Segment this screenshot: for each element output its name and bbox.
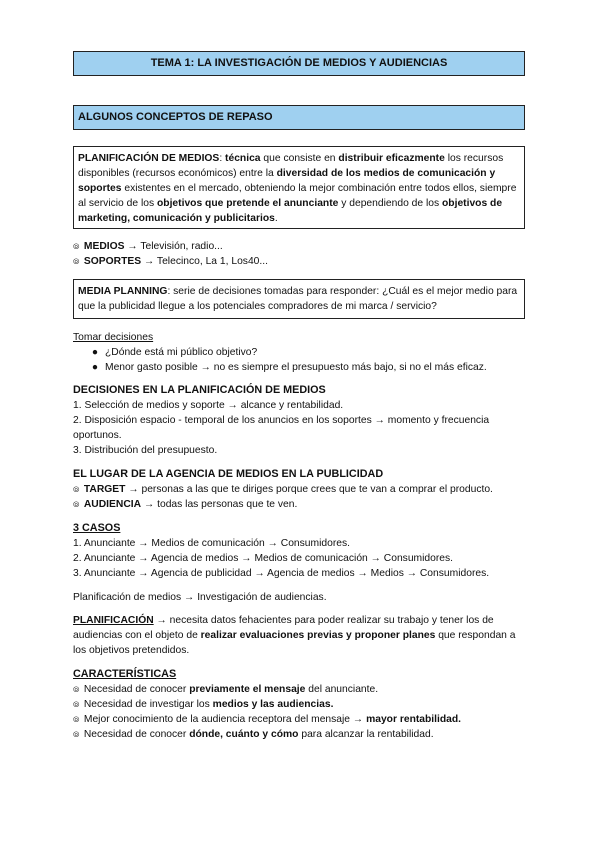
- list-item-text: Necesidad de conocer: [83, 729, 190, 740]
- tomar-decisiones-section: [73, 330, 533, 375]
- planificacion-term: PLANIFICACIÓN: [73, 615, 154, 626]
- casos-section: [73, 521, 533, 581]
- list-item-bold: mayor rentabilidad.: [366, 714, 462, 725]
- list-item: [73, 360, 533, 375]
- list-item-text: para alcanzar la rentabilidad.: [298, 729, 434, 740]
- box-text: existentes en el mercado, obteniendo la mejor combinación entre todos ellos, siempre al servicio de los: [78, 183, 517, 209]
- list-item: [73, 482, 533, 497]
- list-item-bold: dónde, cuánto y cómo: [189, 729, 299, 740]
- box-bold: técnica: [225, 153, 261, 164]
- paragraph-bold: realizar evaluaciones previas y proponer planes: [200, 630, 436, 641]
- media-planning-text: : serie de decisiones tomadas para responder: ¿Cuál es el mejor medio para que la publicidad llegue a los potenciales compradores de mi marca / servicio?: [78, 286, 518, 312]
- list-item: 3. Anunciante → Agencia de publicidad → Agencia de medios → Medios → Consumidores.: [73, 568, 490, 579]
- planificacion-term: PLANIFICACIÓN DE MEDIOS: [78, 153, 220, 164]
- media-planning-box: [73, 279, 525, 319]
- list-item-text: Necesidad de investigar los: [83, 699, 213, 710]
- target-term: TARGET: [83, 484, 126, 495]
- audiencia-term: AUDIENCIA: [83, 499, 142, 510]
- section-banner: ALGUNOS CONCEPTOS DE REPASO: [73, 105, 525, 130]
- title-banner: TEMA 1: LA INVESTIGACIÓN DE MEDIOS Y AUDIENCIAS: [73, 51, 525, 76]
- circle-bullet-icon: ⦾: [73, 700, 80, 709]
- box-bold: objetivos de marketing, comunicación y publicitarios: [78, 198, 503, 224]
- box-text: los recursos disponibles (recursos económicos) entre la: [78, 153, 504, 179]
- list-item: 3. Distribución del presupuesto.: [73, 445, 218, 456]
- planificacion-paragraph: [73, 613, 528, 658]
- audiencia-text: → todas las personas que te ven.: [141, 499, 298, 510]
- list-item: 2. Anunciante → Agencia de medios → Medios de comunicación → Consumidores.: [73, 553, 454, 564]
- soportes-text: → Telecinco, La 1, Los40...: [141, 256, 268, 267]
- circle-bullet-icon: ⦾: [73, 500, 80, 509]
- box-text: .: [274, 213, 278, 224]
- list-item: [73, 345, 533, 360]
- tomar-decisiones-heading: Tomar decisiones: [73, 332, 154, 343]
- decisiones-planificacion-section: [73, 383, 533, 458]
- list-item: 1. Anunciante → Medios de comunicación → Consumidores.: [73, 538, 351, 549]
- caracteristicas-section: [73, 667, 533, 742]
- circle-bullet-icon: ⦾: [73, 257, 80, 266]
- list-item-text: Menor gasto posible → no es siempre el presupuesto más bajo, si no el más eficaz.: [105, 362, 487, 373]
- box-bold: diversidad de los medios de comunicación y soportes: [78, 168, 496, 194]
- medios-term: MEDIOS: [83, 241, 125, 252]
- list-item-bold: previamente el mensaje: [189, 684, 306, 695]
- media-planning-term: MEDIA PLANNING: [78, 286, 168, 297]
- section-heading: EL LUGAR DE LA AGENCIA DE MEDIOS EN LA PUBLICIDAD: [73, 468, 384, 480]
- list-item: [73, 727, 533, 742]
- section-heading: 3 CASOS: [73, 522, 121, 534]
- paragraph-text: → necesita datos fehacientes para poder realizar su trabajo y tener los de audiencias con el objeto de: [73, 615, 494, 641]
- list-item-text: del anunciante.: [305, 684, 379, 695]
- paragraph-text: que respondan a los objetivos pretendidos.: [73, 630, 516, 656]
- list-item: 1. Selección de medios y soporte → alcance y rentabilidad.: [73, 400, 344, 411]
- box-bold: distribuir eficazmente: [338, 153, 445, 164]
- bullet-dot-icon: ●: [91, 347, 99, 358]
- box-bold: objetivos que pretende el anunciante: [156, 198, 339, 209]
- list-item-text: Necesidad de conocer: [83, 684, 190, 695]
- circle-bullet-icon: ⦾: [73, 685, 80, 694]
- agencia-section: [73, 467, 533, 512]
- list-item-text: ¿Dónde está mi público objetivo?: [105, 347, 258, 358]
- circle-bullet-icon: ⦾: [73, 730, 80, 739]
- circle-bullet-icon: ⦾: [73, 715, 80, 724]
- list-item-bold: medios y las audiencias.: [212, 699, 334, 710]
- section-heading: CARACTERÍSTICAS: [73, 668, 177, 680]
- list-item: [73, 712, 533, 727]
- circle-bullet-icon: ⦾: [73, 242, 80, 251]
- medios-soportes-list: [73, 239, 533, 269]
- box-text: :: [219, 153, 226, 164]
- box-text: y dependiendo de los: [338, 198, 442, 209]
- list-item: 2. Disposición espacio - temporal de los anuncios en los soportes → momento y frecuencia oportunos.: [73, 415, 490, 441]
- medios-text: → Televisión, radio...: [124, 241, 223, 252]
- box-text: que consiste en: [260, 153, 339, 164]
- list-item: [73, 697, 533, 712]
- list-item: [73, 239, 533, 254]
- section-heading: DECISIONES EN LA PLANIFICACIÓN DE MEDIOS: [73, 384, 326, 396]
- bullet-dot-icon: ●: [91, 362, 99, 373]
- list-item-text: Mejor conocimiento de la audiencia receptora del mensaje →: [83, 714, 367, 725]
- planificacion-investigacion-line: Planificación de medios → Investigación de audiencias.: [73, 592, 327, 603]
- soportes-term: SOPORTES: [83, 256, 142, 267]
- circle-bullet-icon: ⦾: [73, 485, 80, 494]
- list-item: [73, 682, 533, 697]
- target-text: → personas a las que te diriges porque crees que te van a comprar el producto.: [125, 484, 493, 495]
- list-item: [73, 497, 533, 512]
- list-item: [73, 254, 533, 269]
- planificacion-definition-box: [73, 146, 525, 229]
